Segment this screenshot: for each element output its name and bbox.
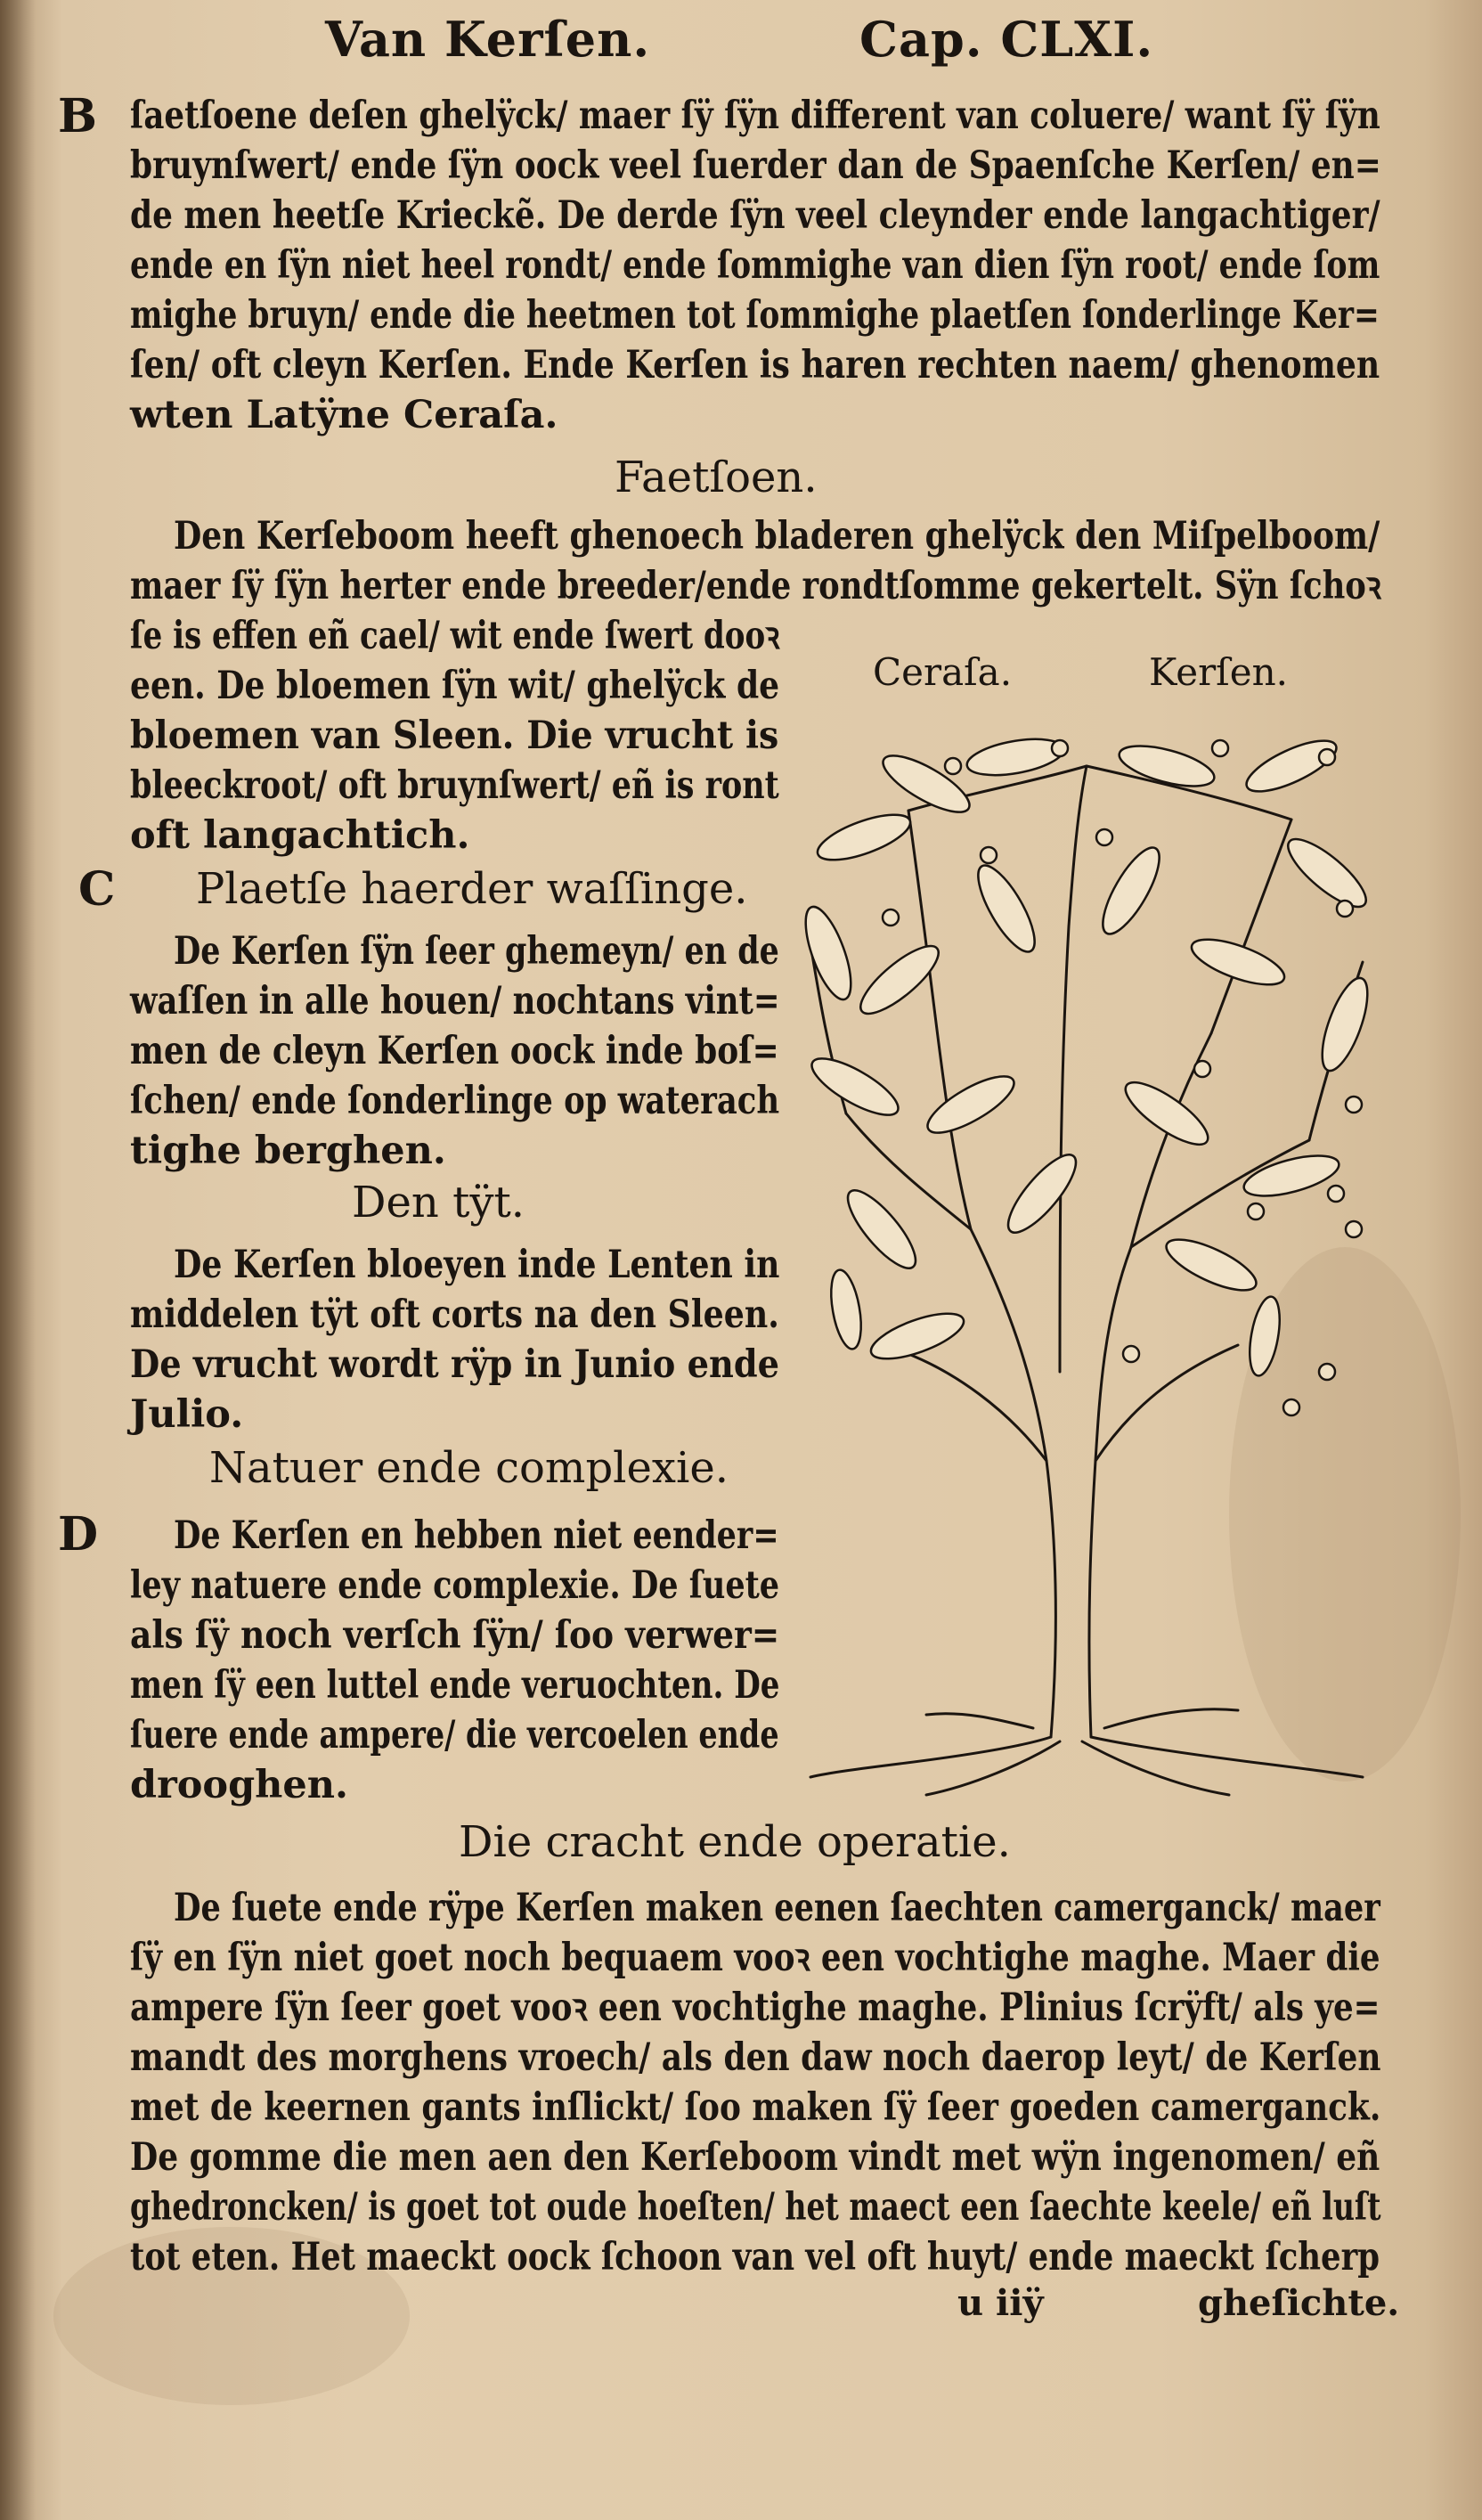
- text-line: bleeckroot/ oft bruynſwert/ eñ is ront: [130, 763, 779, 808]
- text-line: als ſÿ noch verſch ſÿn/ ſoo verwer=: [130, 1613, 780, 1658]
- section-heading-faetsoen: Faetſoen.: [615, 453, 818, 502]
- text-line: mighe bruyn/ ende die heetmen tot ſommighe plaetſen ſonderlinge Ker=: [130, 293, 1380, 338]
- figure-caption-latin: Ceraſa.: [873, 650, 1013, 694]
- text-line: ſchen/ ende ſonderlinge op waterach: [130, 1079, 780, 1123]
- section-heading-tijt: Den tÿt.: [352, 1178, 525, 1227]
- text-line: De vrucht wordt rÿp in Junio ende: [130, 1342, 780, 1387]
- text-line: ſuere ende ampere/ die vercoelen ende: [130, 1713, 779, 1757]
- text-line: oft langachtich.: [130, 813, 470, 858]
- text-line: bloemen van Sleen. Die vrucht is: [130, 714, 779, 758]
- section-heading-plaetse: Plaetſe haerder waſſinge.: [196, 864, 748, 914]
- text-line: De gomme die men aen den Kerſeboom vindt met wÿn ingenomen/ eñ: [130, 2135, 1380, 2180]
- signature-mark: u iiÿ: [957, 2282, 1044, 2324]
- text-line: Julio.: [130, 1392, 244, 1437]
- text-line: tot eten. Het maeckt oock ſchoon van vel oft huyt/ ende maeckt ſcherp: [130, 2235, 1380, 2279]
- text-line: middelen tÿt oft corts na den Sleen.: [130, 1293, 779, 1337]
- running-head-title: Van Kerſen.: [325, 11, 651, 68]
- section-heading-cracht: Die cracht ende operatie.: [459, 1817, 1011, 1867]
- text-line: ampere ſÿn ſeer goet vooꝛ een vochtighe maghe. Plinius ſcrÿft/ als ye=: [130, 1986, 1380, 2030]
- text-line: De ſuete ende rÿpe Kerſen maken eenen ſaechten camerganck/ maer: [174, 1886, 1380, 1930]
- text-line: men ſÿ een luttel ende veruochten. De: [130, 1663, 780, 1708]
- text-line: ende en ſÿn niet heel rondt/ ende ſommighe van dien ſÿn root/ ende ſom: [130, 243, 1380, 288]
- text-line: ley natuere ende complexie. De ſuete: [130, 1563, 780, 1608]
- text-line: De Kerſen ſÿn ſeer ghemeyn/ en de: [174, 929, 779, 974]
- margin-letter-b: B: [58, 89, 97, 143]
- margin-letter-c: C: [78, 862, 116, 917]
- text-line: ghedroncken/ is goet tot oude hoeſten/ het maect een ſaechte keele/ eñ luſt: [130, 2185, 1381, 2230]
- text-line: ſe is effen eñ cael/ wit ende ſwert dooꝛ: [130, 614, 780, 658]
- text-line: ſÿ en ſÿn niet goet noch bequaem vooꝛ een vochtighe maghe. Maer die: [130, 1936, 1380, 1980]
- text-line: De Kerſen en hebben niet eender=: [174, 1513, 779, 1558]
- text-line: een. De bloemen ſÿn wit/ ghelÿck de: [130, 664, 780, 708]
- text-line: de men heetſe Krieckẽ. De derde ſÿn veel cleynder ende langachtiger/: [130, 193, 1380, 238]
- text-line: waſſen in alle houen/ nochtans vint=: [130, 979, 780, 1023]
- text-line: wten Latÿne Ceraſa.: [130, 393, 558, 437]
- text-line: drooghen.: [130, 1763, 349, 1807]
- gutter-shadow: [0, 0, 36, 2520]
- chapter-number: Cap. CLXI.: [859, 11, 1154, 68]
- text-line: bruynſwert/ ende ſÿn oock veel ſuerder dan de Spaenſche Kerſen/ en=: [130, 143, 1381, 188]
- text-line: ſen/ oft cleyn Kerſen. Ende Kerſen is haren rechten naem/ ghenomen: [130, 343, 1380, 387]
- section-heading-natuer: Natuer ende complexie.: [209, 1443, 729, 1493]
- text-line: Den Kerſeboom heeft ghenoech bladeren ghelÿck den Miſpelboom/: [174, 514, 1380, 559]
- figure-caption-dutch: Kerſen.: [1149, 650, 1288, 694]
- margin-letter-d: D: [58, 1507, 99, 1562]
- catchword: gheſichte.: [1198, 2282, 1400, 2324]
- text-line: met de keernen gants inſlickt/ ſoo maken ſÿ ſeer goeden camerganck.: [130, 2085, 1381, 2130]
- cherry-tree-woodcut-icon: [793, 730, 1372, 1799]
- text-line: De Kerſen bloeyen inde Lenten in: [174, 1243, 780, 1287]
- text-line: tighe berghen.: [130, 1129, 446, 1173]
- text-line: mandt des morghens vroech/ als den daw noch daerop leyt/ de Kerſen: [130, 2035, 1381, 2080]
- text-line: maer ſÿ ſÿn herter ende breeder/ende rondtſomme gekertelt. Sÿn ſchoꝛ: [130, 564, 1381, 608]
- text-line: men de cleyn Kerſen oock inde boſ=: [130, 1029, 779, 1073]
- text-line: ſaetſoene deſen ghelÿck/ maer ſÿ ſÿn different van coluere/ want ſÿ ſÿn: [130, 94, 1380, 138]
